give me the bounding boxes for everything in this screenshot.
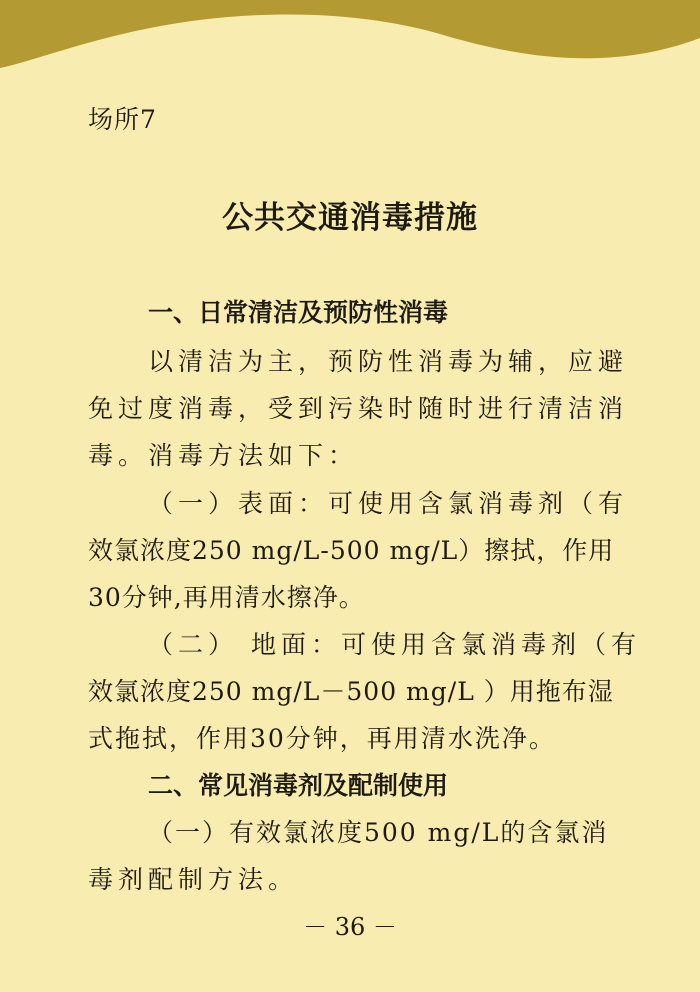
page-number: － 36 － [303, 913, 397, 941]
paragraph-line: （一）有效氯浓度500 mg/L的含氯消 [148, 818, 609, 847]
paragraph-line: （一）表面：可使用含氯消毒剂（有 [148, 489, 629, 518]
top-wave-decoration [0, 0, 700, 70]
paragraph-line: 30分钟,再用清水擦净。 [88, 583, 365, 612]
paragraph-line: 毒剂配制方法。 [88, 865, 299, 894]
paragraph-line: 毒。消毒方法如下： [88, 441, 359, 470]
section-heading-1: 一、日常清洁及预防性消毒 [148, 298, 449, 327]
paragraph-line: 式拖拭，作用30分钟，再用清水洗净。 [88, 724, 556, 753]
paragraph-line: 免过度消毒，受到污染时随时进行清洁消 [88, 394, 629, 423]
paragraph-line: 以清洁为主，预防性消毒为辅，应避 [148, 347, 629, 376]
paragraph-line: （二） 地面：可使用含氯消毒剂（有 [148, 630, 641, 659]
paragraph-line: 效氯浓度250 mg/L－500 mg/L ）用拖布湿 [88, 677, 614, 706]
page-title: 公共交通消毒措施 [222, 200, 478, 236]
paragraph-line: 效氯浓度250 mg/L-500 mg/L）擦拭，作用 [88, 536, 615, 565]
place-label: 场所7 [88, 105, 157, 134]
section-heading-2: 二、常见消毒剂及配制使用 [148, 771, 449, 800]
